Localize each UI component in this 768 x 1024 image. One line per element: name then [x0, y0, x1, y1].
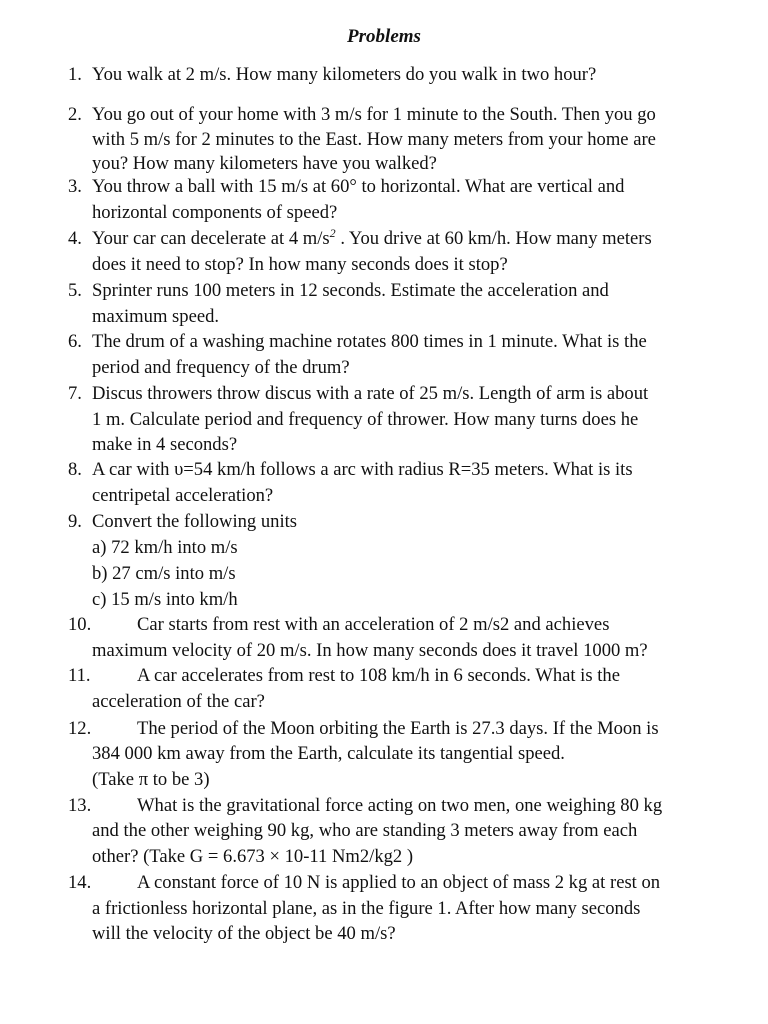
problem-text: horizontal components of speed? [92, 202, 338, 223]
problem-subitem: c) 15 m/s into km/h [92, 589, 238, 610]
problem-text: a frictionless horizontal plane, as in the figure 1. After how many seconds [92, 898, 641, 919]
problem-number: 2. [68, 104, 82, 125]
problem-text: You throw a ball with 15 m/s at 60° to horizontal. What are vertical and [92, 176, 625, 197]
problem-text: (Take π to be 3) [92, 769, 210, 790]
problem-text: A constant force of 10 N is applied to an object of mass 2 kg at rest on [137, 872, 661, 893]
problem-subitem: a) 72 km/h into m/s [92, 537, 238, 558]
problem-number: 5. [68, 280, 82, 301]
problem-text [92, 226, 652, 252]
problem-text: 1 m. Calculate period and frequency of thrower. How many turns does he [92, 409, 639, 430]
problem-number: 12. [68, 718, 92, 739]
problem-text: The period of the Moon orbiting the Earth is 27.3 days. If the Moon is [137, 718, 659, 739]
problem-text-part: . You drive at 60 km/h. How many meters [335, 228, 652, 249]
problem-text: make in 4 seconds? [92, 434, 238, 455]
problem-text: other? (Take G = 6.673 × 10-11 Nm2/kg2 ) [92, 846, 414, 867]
problem-text: What is the gravitational force acting on two men, one weighing 80 kg [137, 795, 663, 816]
problem-text: Discus throwers throw discus with a rate of 25 m/s. Length of arm is about [92, 383, 649, 404]
problem-text: will the velocity of the object be 40 m/s? [92, 923, 396, 944]
problem-number: 1. [68, 64, 82, 85]
problem-text: 384 000 km away from the Earth, calculate its tangential speed. [92, 743, 565, 764]
exponent: 2 [329, 225, 336, 240]
problem-number: 3. [68, 176, 82, 197]
problem-number: 14. [68, 872, 92, 893]
problem-number: 13. [68, 795, 92, 816]
problem-text: Convert the following units [92, 511, 298, 532]
problem-text: with 5 m/s for 2 minutes to the East. How many meters from your home are [92, 129, 656, 150]
problem-number: 7. [68, 383, 82, 404]
page-title: Problems [347, 26, 421, 47]
problem-number: 8. [68, 459, 82, 480]
problem-text: The drum of a washing machine rotates 800 times in 1 minute. What is the [92, 331, 647, 352]
problem-text: you? How many kilometers have you walked? [92, 153, 437, 174]
problem-text: period and frequency of the drum? [92, 357, 350, 378]
problem-text: A car accelerates from rest to 108 km/h in 6 seconds. What is the [137, 665, 620, 686]
problem-number: 11. [68, 665, 91, 686]
problem-text: You go out of your home with 3 m/s for 1 minute to the South. Then you go [92, 104, 656, 125]
problem-text: You walk at 2 m/s. How many kilometers do you walk in two hour? [92, 64, 597, 85]
problem-text: centripetal acceleration? [92, 485, 274, 506]
problem-number: 4. [68, 228, 82, 249]
problem-text: Sprinter runs 100 meters in 12 seconds. Estimate the acceleration and [92, 280, 609, 301]
problem-number: 10. [68, 614, 92, 635]
problem-text: A car with υ=54 km/h follows a arc with radius R=35 meters. What is its [92, 459, 633, 480]
problem-text: maximum speed. [92, 306, 220, 327]
problem-text: and the other weighing 90 kg, who are standing 3 meters away from each [92, 820, 638, 841]
problem-number: 6. [68, 331, 82, 352]
problem-subitem: b) 27 cm/s into m/s [92, 563, 236, 584]
problem-text: Car starts from rest with an acceleration of 2 m/s2 and achieves [137, 614, 610, 635]
problem-text: does it need to stop? In how many seconds does it stop? [92, 254, 508, 275]
problem-text: acceleration of the car? [92, 691, 265, 712]
problem-text-part: Your car can decelerate at 4 m/s [92, 228, 330, 249]
problem-text: maximum velocity of 20 m/s. In how many seconds does it travel 1000 m? [92, 640, 648, 661]
problem-number: 9. [68, 511, 82, 532]
